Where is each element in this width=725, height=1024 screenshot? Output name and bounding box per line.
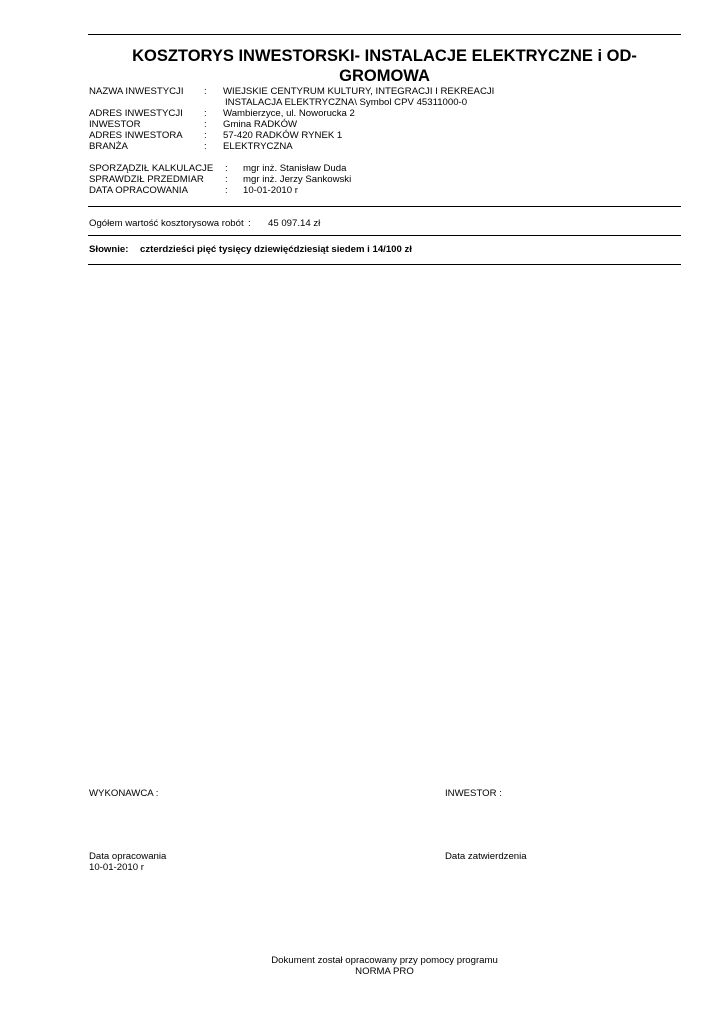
field-label-investor: INWESTOR [89,119,141,130]
total-top-divider [88,206,681,207]
words-value: czterdzieści pięć tysięcy dziewięćdziesiąt siedem i 14/100 zł [140,244,412,255]
title-line-1: KOSZTORYS INWESTORSKI- INSTALACJE ELEKTRYCZNE i OD- [132,47,637,65]
date-approved-label: Data zatwierdzenia [445,851,527,862]
field-colon: : [204,108,207,119]
author-colon: : [225,185,228,196]
document-title [88,46,681,86]
field-value-investment-address: Wambierzyce, ul. Noworucka 2 [223,108,355,119]
field-value-investor: Gmina RADKÓW [223,119,298,130]
words-label: Słownie: [89,244,129,255]
total-label: Ogółem wartość kosztorysowa robót [89,218,244,229]
total-value: 45 097.14 zł [268,218,321,229]
investor-label: INWESTOR : [445,788,502,799]
author-colon: : [225,174,228,185]
field-value-branch: ELEKTRYCZNA [223,141,293,152]
footer-line-2: NORMA PRO [355,966,414,977]
total-colon: : [248,218,251,229]
field-colon: : [204,86,207,97]
author-label-calculation: SPORZĄDZIŁ KALKULACJE [89,163,214,174]
author-colon: : [225,163,228,174]
field-value-investment-name: WIEJSKIE CENTYRUM KULTURY, INTEGRACJI I REKREACJI [223,86,495,97]
field-value-investor-address: 57-420 RADKÓW RYNEK 1 [223,130,343,141]
field-value-investment-name-line2: INSTALACJA ELEKTRYCZNA\ Symbol CPV 45311000-0 [225,97,468,108]
top-divider [88,34,681,35]
words-bottom-divider [88,264,681,265]
author-label-checked: SPRAWDZIŁ PRZEDMIAR [89,174,204,185]
author-label-date: DATA OPRACOWANIA [89,185,188,196]
author-value-calculation: mgr inż. Stanisław Duda [243,163,347,174]
field-colon: : [204,141,207,152]
field-colon: : [204,119,207,130]
date-prepared-value: 10-01-2010 r [89,862,144,873]
field-label-investment-name: NAZWA INWESTYCJI [89,86,184,97]
contractor-label: WYKONAWCA : [89,788,159,799]
total-bottom-divider [88,235,681,236]
field-label-investor-address: ADRES INWESTORA [89,130,183,141]
title-line-2: GROMOWA [339,67,430,85]
field-colon: : [204,130,207,141]
field-label-branch: BRANŻA [89,141,128,152]
author-value-checked: mgr inż. Jerzy Sankowski [243,174,352,185]
author-value-date: 10-01-2010 r [243,185,298,196]
footer-line-1: Dokument został opracowany przy pomocy programu [271,955,498,966]
field-label-investment-address: ADRES INWESTYCJI [89,108,183,119]
date-prepared-label: Data opracowania [89,851,167,862]
